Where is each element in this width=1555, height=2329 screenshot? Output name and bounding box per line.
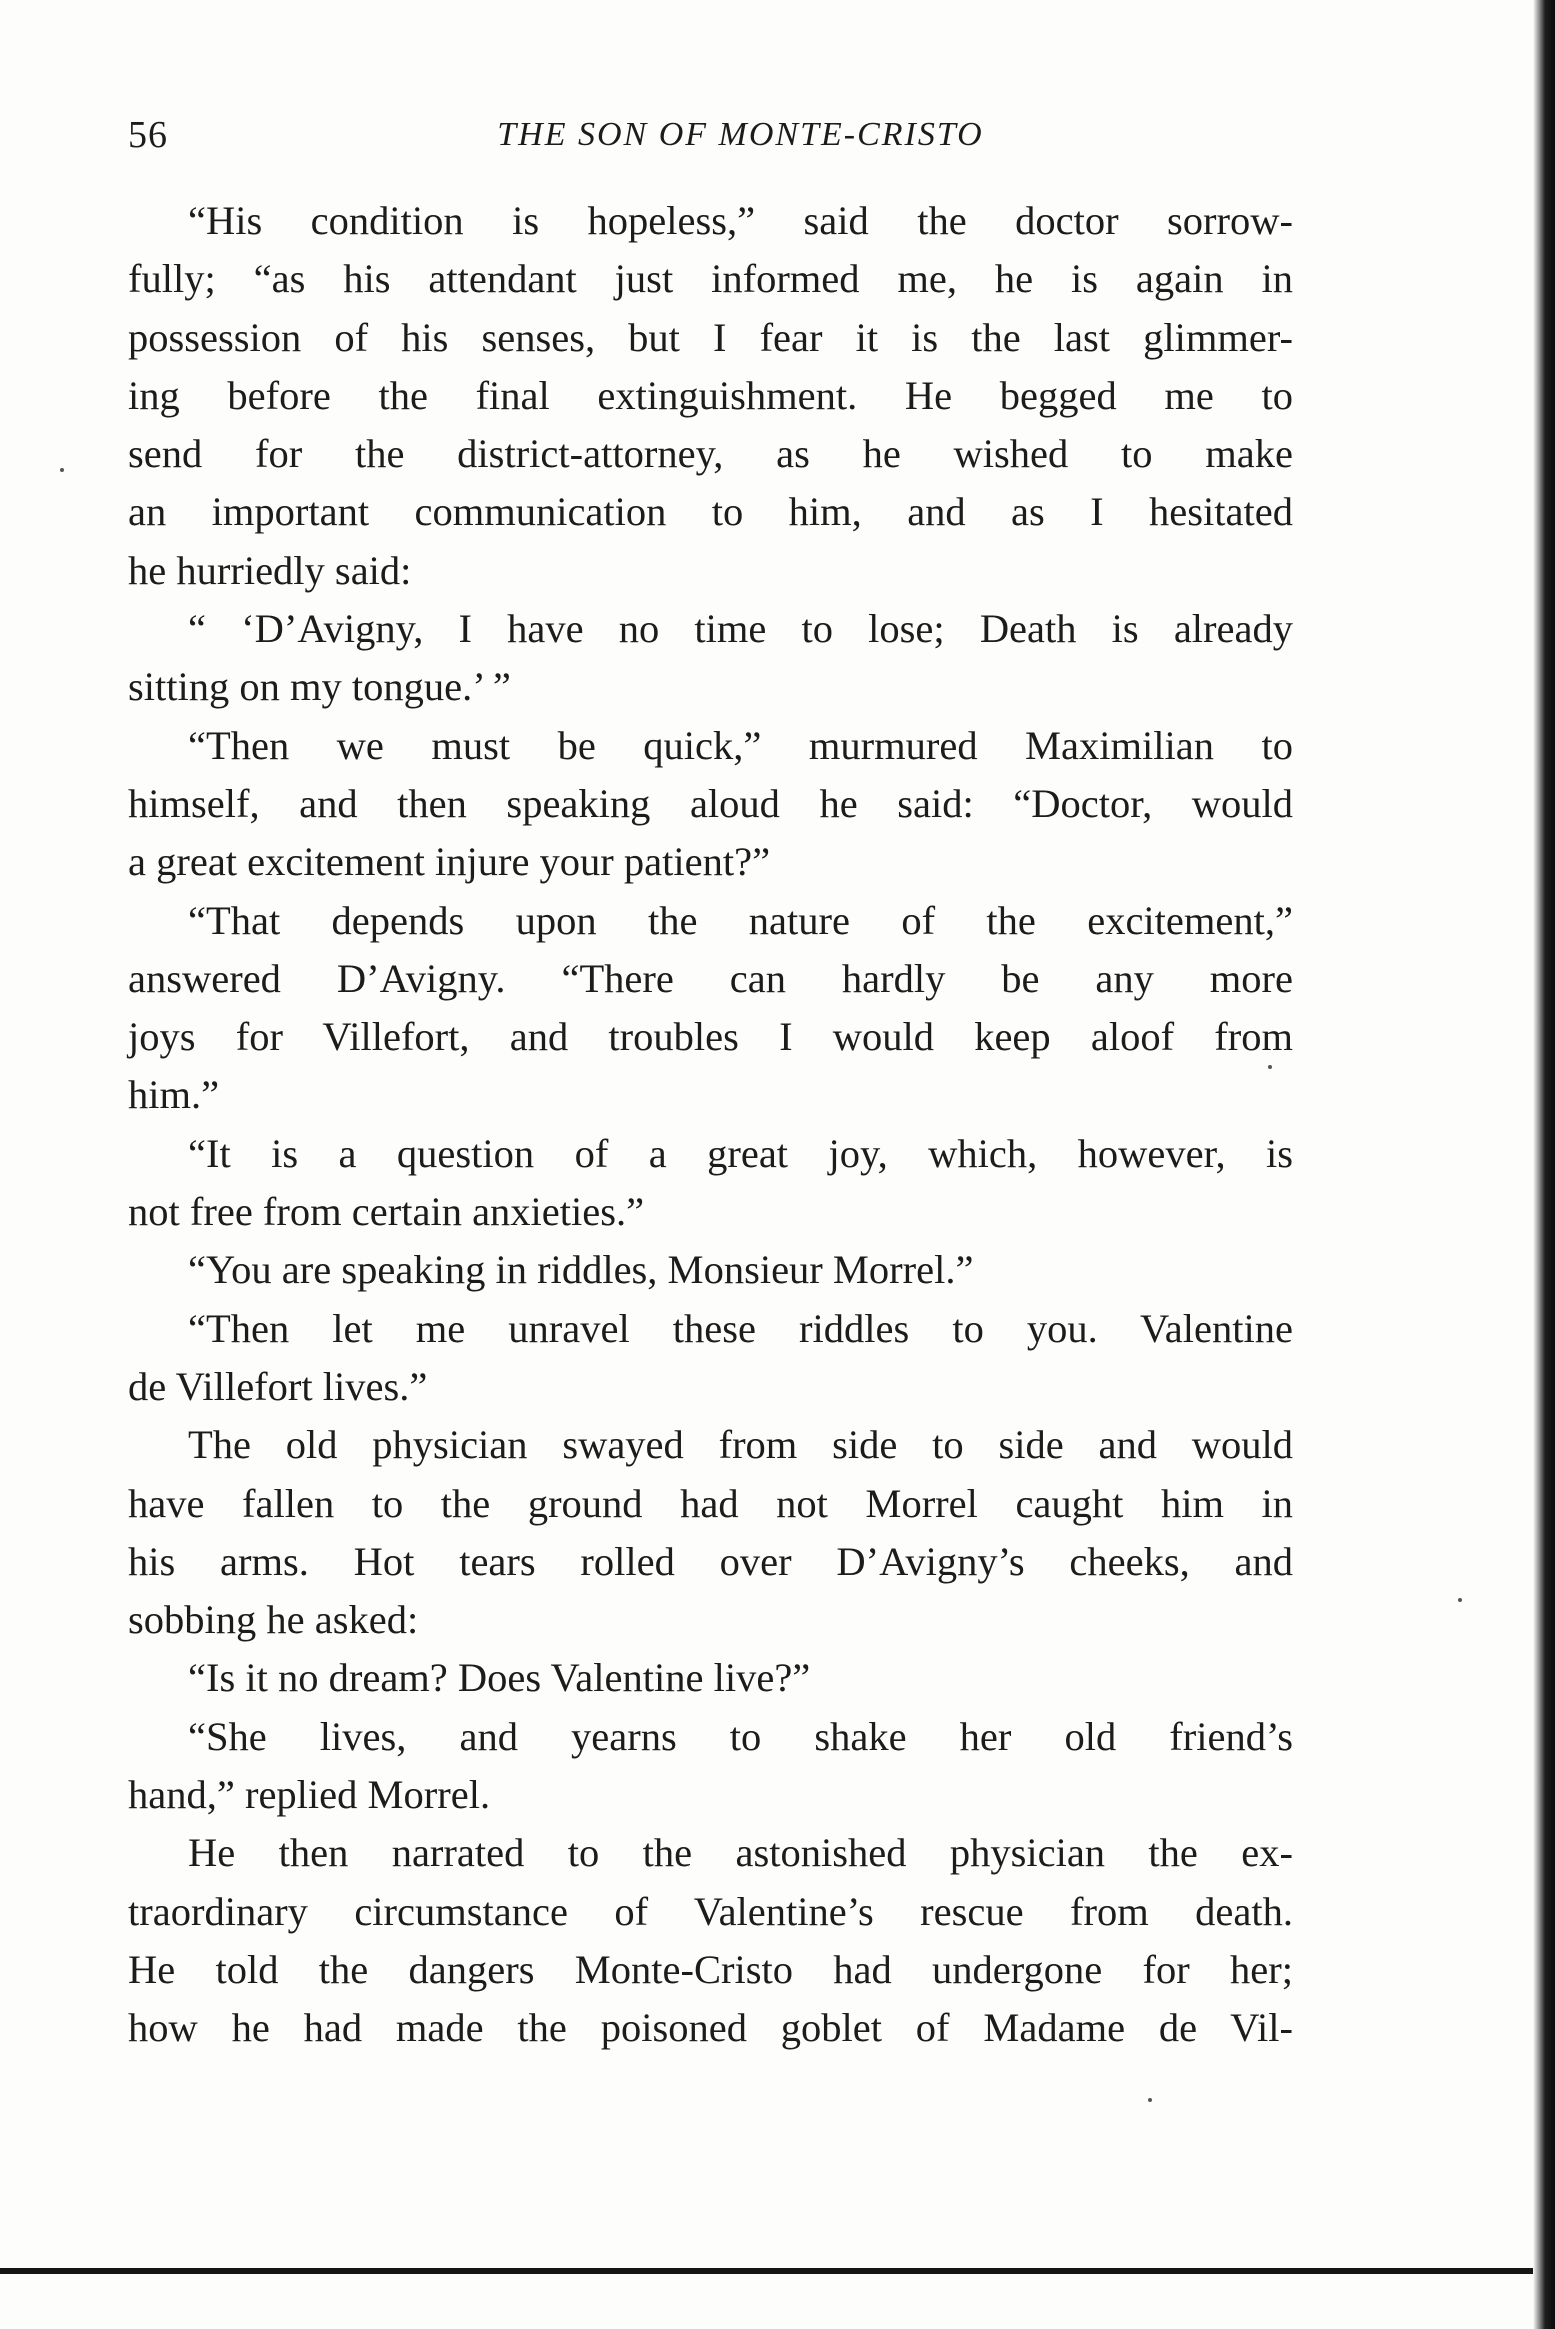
text-line: possession of his senses, but I fear it is the last glimmer- — [128, 314, 1293, 360]
body-text — [128, 192, 1293, 2058]
text-line: send for the district-attorney, as he wished to make — [128, 431, 1293, 477]
text-line: his arms. Hot tears rolled over D’Avigny’s cheeks, and — [128, 1538, 1293, 1584]
text-line: how he had made the poisoned goblet of Madame de Vil- — [128, 2005, 1293, 2051]
text-line: He told the dangers Monte-Cristo had undergone for her; — [128, 1946, 1293, 1992]
text-line: himself, and then speaking aloud he said: “Doctor, would — [128, 780, 1293, 826]
bottom-rule — [0, 2268, 1533, 2274]
text-line: fully; “as his attendant just informed me, he is again in — [128, 256, 1293, 302]
print-speck — [1458, 1598, 1462, 1602]
running-title: THE SON OF MONTE-CRISTO — [497, 116, 984, 153]
print-speck — [1268, 1065, 1272, 1069]
text-line: sitting on my tongue.’ ” — [128, 664, 511, 710]
print-speck — [60, 468, 64, 472]
text-line: “It is a question of a great joy, which, however, is — [188, 1130, 1293, 1176]
text-line: joys for Villefort, and troubles I would keep aloof from — [128, 1014, 1293, 1060]
text-line: traordinary circumstance of Valentine’s rescue from death. — [128, 1888, 1293, 1934]
page-edge-shadow — [1533, 0, 1555, 2329]
text-line: him.” — [128, 1072, 220, 1118]
text-line: ing before the final extinguishment. He begged me to — [128, 372, 1293, 418]
text-line: sobbing he asked: — [128, 1597, 419, 1643]
page-number: 56 — [128, 114, 168, 156]
text-line: He then narrated to the astonished physician the ex- — [188, 1830, 1293, 1876]
text-line: have fallen to the ground had not Morrel caught him in — [128, 1480, 1293, 1526]
text-line: a great excitement injure your patient?” — [128, 839, 771, 885]
text-line: “Then we must be quick,” murmured Maximilian to — [188, 722, 1293, 768]
text-line: answered D’Avigny. “There can hardly be any more — [128, 955, 1293, 1001]
text-line: hand,” replied Morrel. — [128, 1772, 491, 1818]
text-line: “Then let me unravel these riddles to you. Valentine — [188, 1305, 1293, 1351]
page-header — [128, 110, 1293, 160]
text-line: “She lives, and yearns to shake her old friend’s — [188, 1713, 1293, 1759]
text-line: “You are speaking in riddles, Monsieur Morrel.” — [188, 1247, 974, 1293]
text-line: “His condition is hopeless,” said the doctor sorrow- — [188, 198, 1293, 243]
text-line: an important communication to him, and as I hesitated — [128, 489, 1293, 535]
text-line: “ ‘D’Avigny, I have no time to lose; Death is already — [188, 606, 1293, 652]
print-speck — [1148, 2098, 1152, 2102]
text-line: “Is it no dream? Does Valentine live?” — [188, 1655, 811, 1701]
text-line: not free from certain anxieties.” — [128, 1189, 645, 1235]
text-line: The old physician swayed from side to side and would — [188, 1422, 1293, 1468]
text-line: de Villefort lives.” — [128, 1363, 428, 1409]
text-line: “That depends upon the nature of the excitement,” — [188, 897, 1293, 943]
text-line: he hurriedly said: — [128, 547, 412, 593]
